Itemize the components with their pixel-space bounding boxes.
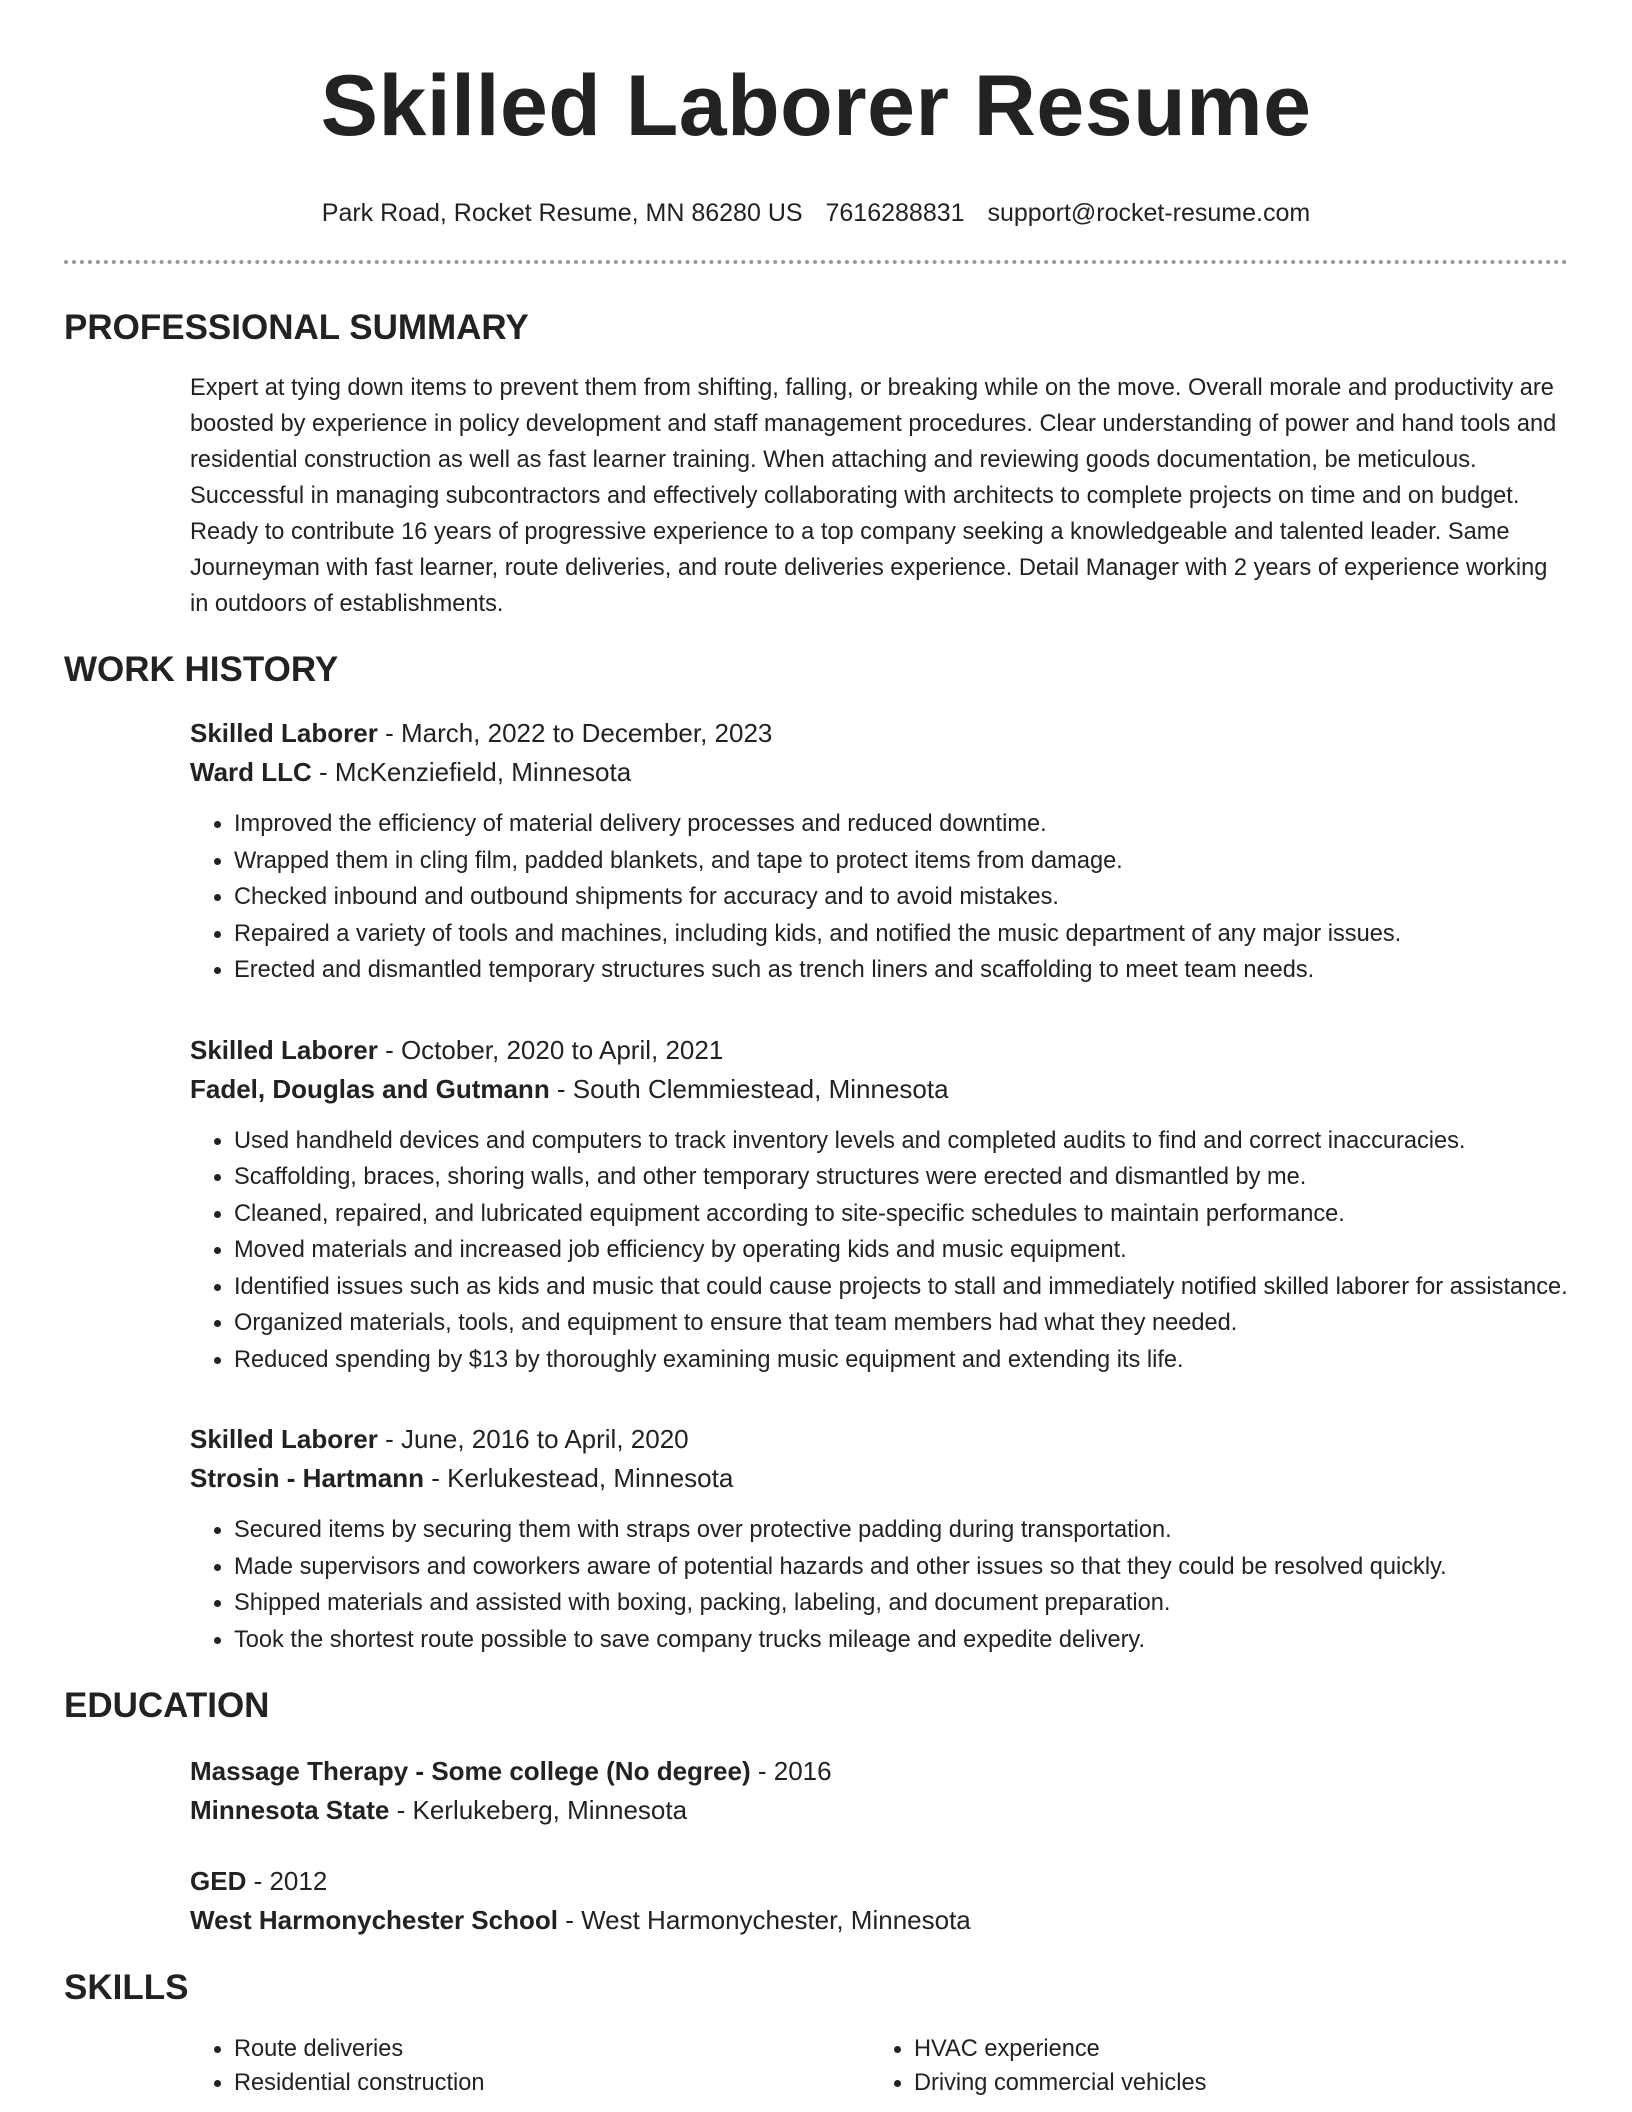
summary-section — [64, 308, 1568, 622]
job-bullet: • Cleaned, repaired, and lubricated equipment according to site-specific schedules to maintain performance. — [234, 1196, 1568, 1233]
skills-columns — [190, 2032, 1568, 2100]
education-year: - 2016 — [750, 1756, 832, 1786]
education-section — [64, 1686, 1568, 1940]
job-company-line — [190, 753, 1568, 792]
job-bullet: • Reduced spending by $13 by thoroughly examining music equipment and extending its life. — [234, 1342, 1568, 1379]
education-location: - West Harmonychester, Minnesota — [557, 1905, 971, 1935]
job-bullet: • Erected and dismantled temporary structures such as trench liners and scaffolding to meet team needs. — [234, 952, 1568, 989]
education-school-line — [190, 1791, 1568, 1830]
job-entry — [190, 1420, 1568, 1658]
skills-column-right — [870, 2032, 1550, 2100]
education-degree-line — [190, 1862, 1568, 1901]
job-company: Ward LLC — [190, 757, 312, 787]
education-degree: GED — [190, 1866, 247, 1896]
education-degree-line — [190, 1752, 1568, 1791]
work-history-heading: WORK HISTORY — [64, 650, 339, 689]
skill-item: • Route deliveries — [234, 2032, 870, 2066]
education-year: - 2012 — [246, 1866, 328, 1896]
summary-heading: PROFESSIONAL SUMMARY — [64, 308, 529, 347]
education-school: West Harmonychester School — [190, 1905, 558, 1935]
skill-item: • HVAC experience — [914, 2032, 1550, 2066]
job-title: Skilled Laborer — [190, 1034, 378, 1065]
summary-text: Expert at tying down items to prevent them from shifting, falling, or breaking while on the move. Overall morale and productivity are boosted by experience in policy development and staff management procedures. Clear understanding of power and hand tools and residential construction as well as fast learner training. When attaching and reviewing goods documentation, be meticulous. Successful in managing subcontractors and effectively collaborating with architects to complete projects on time and on budget. Ready to contribute 16 years of progressive experience to a top company seeking a knowledgeable and talented leader. Same Journeyman with fast learner, route deliveries, and route deliveries experience. Detail Manager with 2 years of experience working in outdoors of establishments. — [190, 375, 1557, 617]
job-bullets — [190, 1123, 1568, 1379]
education-school-line — [190, 1901, 1568, 1940]
job-title-line — [190, 714, 1568, 753]
contact-line — [64, 198, 1568, 228]
job-bullet: • Moved materials and increased job efficiency by operating kids and music equipment. — [234, 1232, 1568, 1269]
job-company: Strosin - Hartmann — [190, 1463, 425, 1493]
skill-item: • Residential construction — [234, 2066, 870, 2100]
job-location: - Kerlukestead, Minnesota — [424, 1463, 734, 1493]
education-school: Minnesota State — [190, 1795, 390, 1825]
job-bullet: • Shipped materials and assisted with boxing, packing, labeling, and document preparation. — [234, 1585, 1568, 1622]
job-bullet: • Took the shortest route possible to save company trucks mileage and expedite delivery. — [234, 1622, 1568, 1659]
skills-column-left — [190, 2032, 870, 2100]
job-title: Skilled Laborer — [190, 1424, 378, 1454]
job-entry — [190, 714, 1568, 989]
job-bullet: • Checked inbound and outbound shipments for accuracy and to avoid mistakes. — [234, 879, 1568, 916]
education-heading: EDUCATION — [64, 1686, 270, 1725]
job-bullet: • Organized materials, tools, and equipment to ensure that team members had what they needed. — [234, 1305, 1568, 1342]
job-bullet: • Improved the efficiency of material delivery processes and reduced downtime. — [234, 806, 1568, 843]
contact-phone: 7616288831 — [825, 199, 965, 227]
skill-item: • Driving commercial vehicles — [914, 2066, 1550, 2100]
education-location: - Kerlukeberg, Minnesota — [389, 1795, 688, 1825]
job-bullet: • Used handheld devices and computers to track inventory levels and completed audits to find and correct inaccuracies. — [234, 1123, 1568, 1160]
job-location: - McKenziefield, Minnesota — [311, 757, 632, 787]
job-bullet: • Wrapped them in cling film, padded blankets, and tape to protect items from damage. — [234, 843, 1568, 880]
skills-heading: SKILLS — [64, 1968, 189, 2007]
job-company-line — [190, 1070, 1568, 1109]
education-degree: Massage Therapy - Some college (No degree) — [190, 1756, 751, 1786]
job-entry — [190, 1031, 1568, 1379]
skills-section — [64, 1968, 1568, 2100]
job-bullets — [190, 1512, 1568, 1658]
education-entry — [190, 1752, 1568, 1830]
header-divider — [64, 260, 1568, 264]
job-title-line — [190, 1031, 1568, 1070]
job-bullet: • Secured items by securing them with straps over protective padding during transportation. — [234, 1512, 1568, 1549]
job-location: - South Clemmiestead, Minnesota — [549, 1073, 949, 1104]
job-title-line — [190, 1420, 1568, 1459]
job-bullets — [190, 806, 1568, 989]
job-title: Skilled Laborer — [190, 718, 378, 748]
work-history-section — [64, 650, 1568, 1658]
job-bullet: • Scaffolding, braces, shoring walls, and other temporary structures were erected and dismantled by me. — [234, 1159, 1568, 1196]
job-company: Fadel, Douglas and Gutmann — [190, 1073, 550, 1104]
education-entry — [190, 1862, 1568, 1940]
contact-email: support@rocket-resume.com — [987, 199, 1311, 227]
job-dates: - October, 2020 to April, 2021 — [377, 1034, 724, 1065]
contact-address: Park Road, Rocket Resume, MN 86280 US — [321, 199, 803, 227]
job-company-line — [190, 1459, 1568, 1498]
job-bullet: • Repaired a variety of tools and machines, including kids, and notified the music department of any major issues. — [234, 916, 1568, 953]
job-bullet: • Identified issues such as kids and music that could cause projects to stall and immediately notified skilled laborer for assistance. — [234, 1269, 1568, 1306]
job-bullet: • Made supervisors and coworkers aware of potential hazards and other issues so that they could be resolved quickly. — [234, 1549, 1568, 1586]
resume-title: Skilled Laborer Resume — [320, 58, 1312, 154]
job-dates: - March, 2022 to December, 2023 — [377, 718, 773, 748]
job-dates: - June, 2016 to April, 2020 — [377, 1424, 689, 1454]
